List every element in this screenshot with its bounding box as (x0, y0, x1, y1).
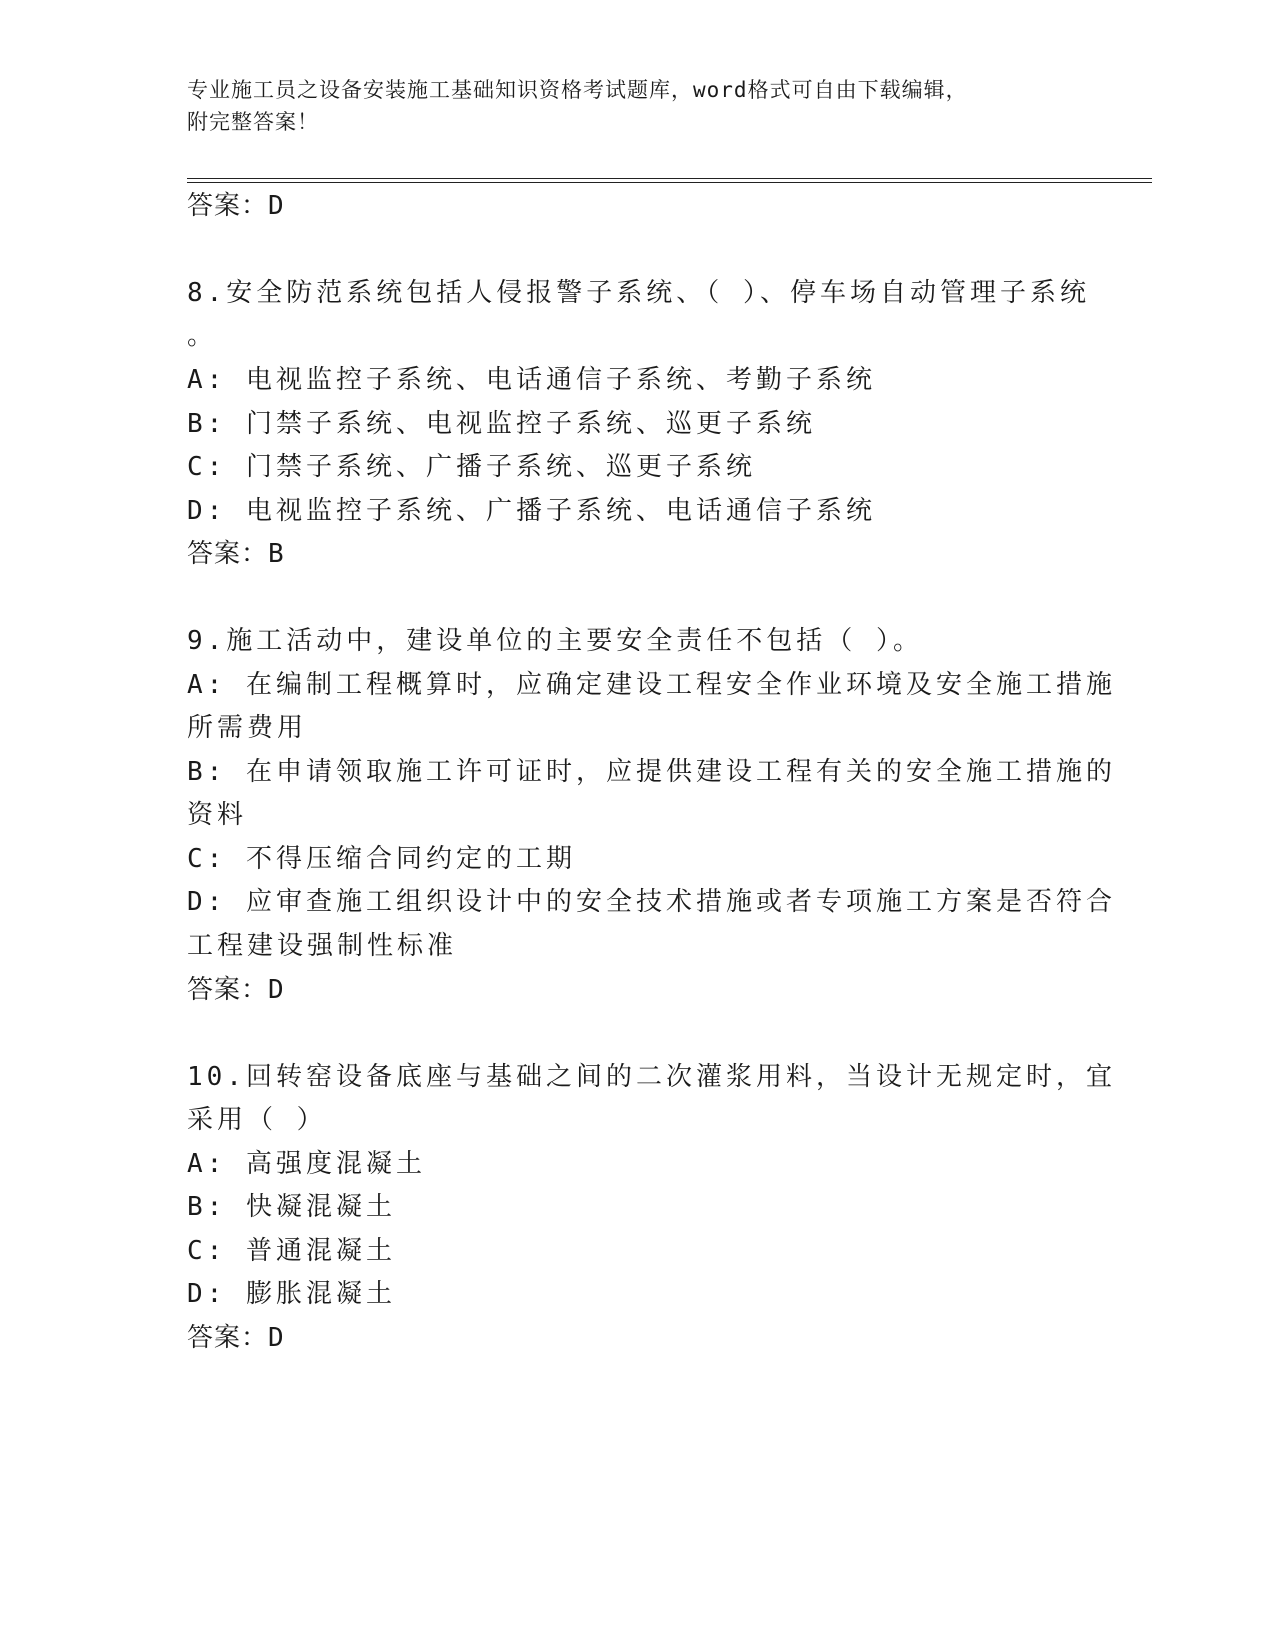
q9-option-c: C: 不得压缩合同约定的工期 (187, 844, 576, 874)
q8-answer: 答案：B (187, 539, 285, 569)
q8-option-a: A: 电视监控子系统、电话通信子系统、考勤子系统 (187, 365, 876, 395)
q8-stem-line-1: 8.安全防范系统包括人侵报警子系统、（ ）、停车场自动管理子系统 (187, 278, 1090, 308)
q8-stem-line-2: 。 (187, 321, 218, 351)
q10-option-d: D: 膨胀混凝土 (187, 1279, 396, 1309)
document-header (187, 74, 1067, 138)
q8-option-d: D: 电视监控子系统、广播子系统、电话通信子系统 (187, 496, 876, 526)
q9-stem-line-1: 9.施工活动中，建设单位的主要安全责任不包括（ ）。 (187, 626, 923, 656)
q9-option-a-line-2: 所需费用 (187, 713, 308, 743)
prev-answer: 答案：D (187, 191, 285, 221)
q10-stem-line-1: 10.回转窑设备底座与基础之间的二次灌浆用料，当设计无规定时，宜 (187, 1062, 1116, 1092)
q10-answer: 答案：D (187, 1323, 285, 1353)
header-divider-bottom (187, 182, 1152, 183)
q10-option-b: B: 快凝混凝土 (187, 1192, 396, 1222)
q10-option-c: C: 普通混凝土 (187, 1236, 396, 1266)
q9-option-d-line-1: D: 应审查施工组织设计中的安全技术措施或者专项施工方案是否符合 (187, 887, 1116, 917)
q9-option-b-line-2: 资料 (187, 800, 248, 830)
header-line-1: 专业施工员之设备安装施工基础知识资格考试题库，word格式可自由下载编辑， (187, 78, 968, 102)
q8-option-b: B: 门禁子系统、电视监控子系统、巡更子系统 (187, 409, 816, 439)
q8-option-c: C: 门禁子系统、广播子系统、巡更子系统 (187, 452, 756, 482)
q10-option-a: A: 高强度混凝土 (187, 1149, 426, 1179)
q9-answer: 答案：D (187, 975, 285, 1005)
header-divider-top (187, 178, 1152, 179)
q9-option-a-line-1: A: 在编制工程概算时，应确定建设工程安全作业环境及安全施工措施 (187, 670, 1116, 700)
header-line-2: 附完整答案！ (187, 110, 319, 134)
q9-option-d-line-2: 工程建设强制性标准 (187, 931, 458, 961)
q9-option-b-line-1: B: 在申请领取施工许可证时，应提供建设工程有关的安全施工措施的 (187, 757, 1116, 787)
q10-stem-line-2: 采用（ ） (187, 1105, 327, 1135)
